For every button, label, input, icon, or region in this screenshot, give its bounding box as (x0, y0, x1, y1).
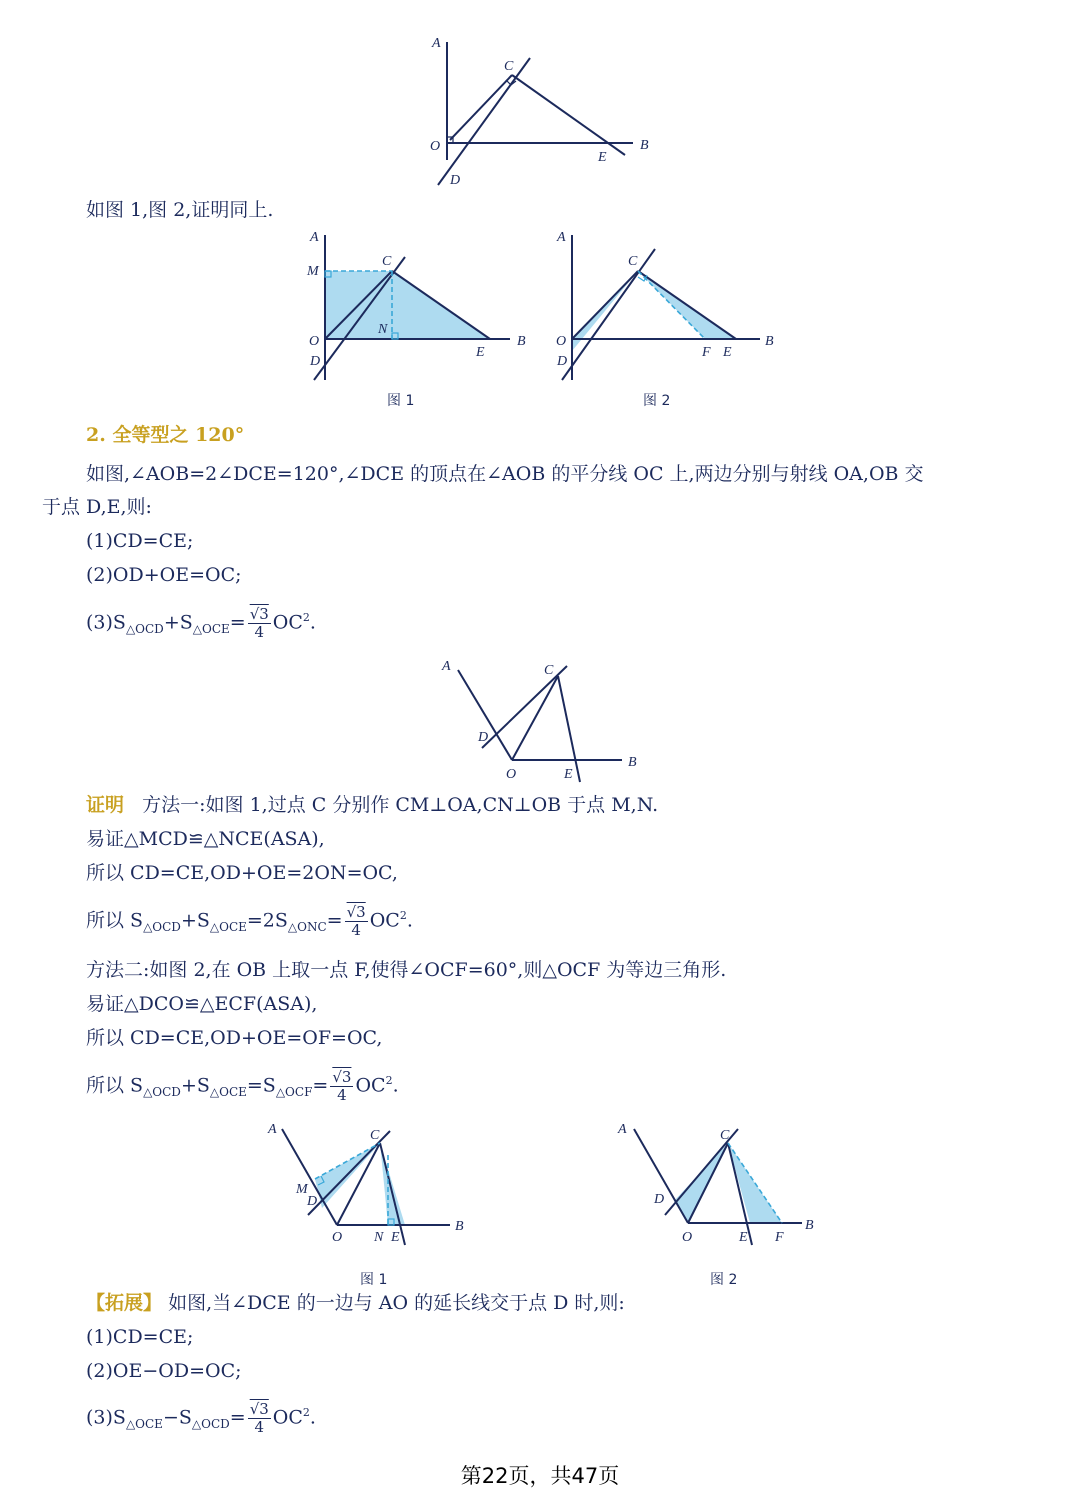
label-O: O (309, 334, 320, 349)
label-B: B (517, 334, 526, 349)
method-2-line-3: 所以 CD=CE,OD+OE=OF=OC, (86, 1027, 383, 1049)
method-1-line-2: 易证△MCD≌△NCE(ASA), (86, 828, 325, 850)
label-C: C (544, 663, 554, 678)
label-N: N (378, 322, 388, 337)
label-B: B (805, 1218, 814, 1233)
extension-result-2: (2)OE−OD=OC; (86, 1360, 242, 1382)
figure-1-square (300, 225, 540, 415)
label-M: M (296, 1182, 308, 1197)
label-D: D (307, 1194, 318, 1209)
label-O: O (506, 767, 517, 782)
statement-line-1: 如图,∠AOB=2∠DCE=120°,∠DCE 的顶点在∠AOB 的平分线 OC 上,两边分别与射线 OA,OB 交 (86, 463, 924, 485)
method-2-line-2: 易证△DCO≌△ECF(ASA), (86, 993, 318, 1015)
label-D: D (310, 354, 321, 369)
method-2-line-4: 所以 $S_{\triangle OCD}+S_{\triangle OCE}=S_{\triangle OCF}=$ $\frac{√3}{4}$ $OC^2$. (86, 1067, 399, 1104)
label-A: A (618, 1122, 627, 1137)
extension-result-3: $(3)S_{\triangle OCE}-S_{\triangle OCD}=$ $\frac{√3}{4}$ $OC^2$. (86, 1399, 316, 1436)
caption-fig2: 图 2 (643, 393, 671, 409)
caption-fig1: 图 1 (387, 393, 415, 409)
label-E: E (476, 345, 485, 360)
label-A: A (268, 1122, 277, 1137)
label-A: A (557, 230, 566, 245)
figure-1-120 (260, 1115, 490, 1295)
label-O: O (430, 139, 441, 154)
extension-tag: 【拓展】 (86, 1292, 163, 1314)
extension-line-1: 【拓展】 如图,当∠DCE 的一边与 AO 的延长线交于点 D 时,则: (86, 1292, 625, 1314)
label-B: B (640, 138, 649, 153)
label-B: B (765, 334, 774, 349)
label-E: E (723, 345, 732, 360)
method-1-line-4: 所以 $S_{\triangle OCD}+S_{\triangle OCE}=2S_{\triangle ONC}=$ $\frac{√3}{4}$ $OC^2$. (86, 902, 413, 939)
result-3: $(3)S_{\triangle OCD}+S_{\triangle OCE}=$ $\frac{√3}{4}$ $OC^2$. (86, 604, 316, 641)
label-D: D (557, 354, 568, 369)
section-heading: 2. 全等型之 120° (86, 424, 245, 446)
label-B: B (628, 755, 637, 770)
caption-fig1: 图 1 (360, 1272, 388, 1288)
label-O: O (682, 1230, 693, 1245)
label-O: O (556, 334, 567, 349)
extension-result-1: (1)CD=CE; (86, 1326, 194, 1348)
figure-120-main (430, 650, 660, 790)
caption-fig2: 图 2 (710, 1272, 738, 1288)
figure-2-square (550, 225, 790, 415)
label-E: E (598, 150, 607, 165)
method-2-line-1: 方法二:如图 2,在 OB 上取一点 F,使得∠OCF=60°,则△OCF 为等边三角形. (86, 959, 727, 981)
label-B: B (455, 1219, 464, 1234)
page-footer: 第22页，共47页 (460, 1464, 620, 1488)
label-E: E (739, 1230, 748, 1245)
label-A: A (442, 659, 451, 674)
result-2: (2)OD+OE=OC; (86, 564, 242, 586)
label-E: E (391, 1230, 400, 1245)
label-N: N (374, 1230, 384, 1245)
statement-line-2: 于点 D,E,则: (42, 496, 152, 518)
label-D: D (654, 1192, 665, 1207)
label-D: D (478, 730, 489, 745)
label-C: C (628, 254, 638, 269)
proof-same-line: 如图 1,图 2,证明同上. (86, 199, 274, 221)
label-C: C (504, 59, 514, 74)
label-F: F (775, 1230, 784, 1245)
label-C: C (370, 1128, 380, 1143)
label-O: O (332, 1230, 343, 1245)
label-A: A (310, 230, 319, 245)
label-C: C (382, 254, 392, 269)
label-M: M (307, 264, 319, 279)
method-1-line-3: 所以 CD=CE,OD+OE=2ON=OC, (86, 862, 398, 884)
method-1-line-1: 证明 方法一:如图 1,过点 C 分别作 CM⊥OA,CN⊥OB 于点 M,N. (86, 794, 659, 816)
label-D: D (450, 173, 461, 188)
label-F: F (702, 345, 711, 360)
label-E: E (564, 767, 573, 782)
top-figure (420, 30, 660, 190)
proof-tag: 证明 (86, 794, 125, 816)
label-A: A (432, 36, 441, 51)
result-1: (1)CD=CE; (86, 530, 194, 552)
label-C: C (720, 1128, 730, 1143)
figure-2-120 (610, 1115, 840, 1295)
